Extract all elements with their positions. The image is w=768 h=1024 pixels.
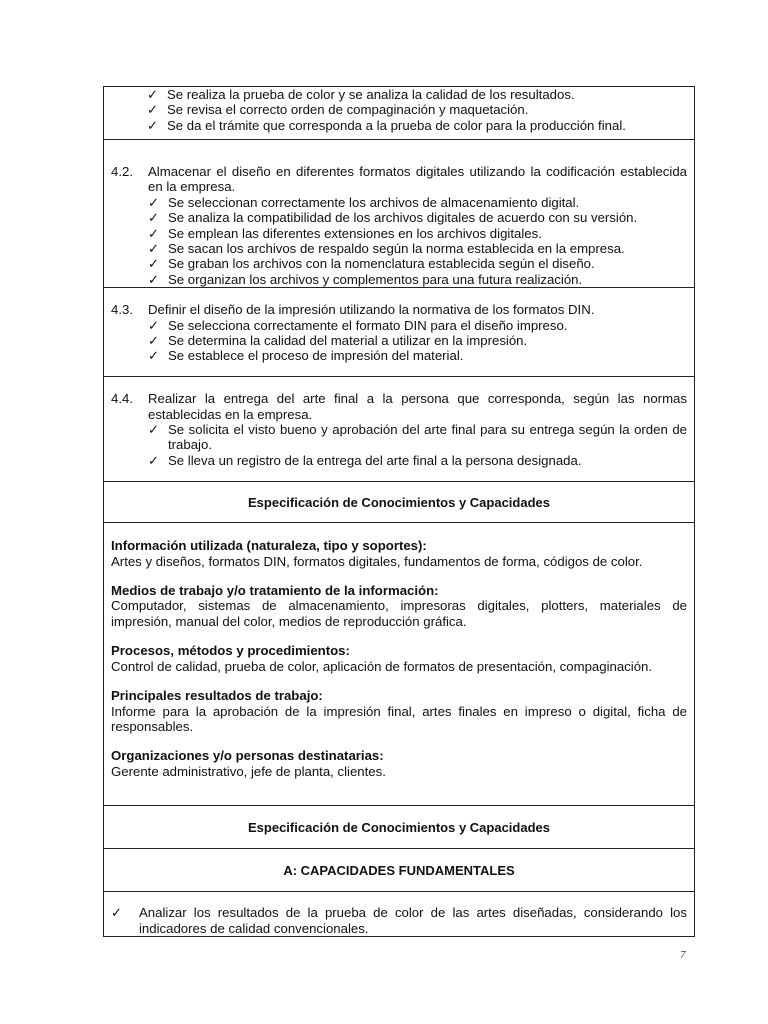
check-text: Se revisa el correcto orden de compaginación y maquetación. xyxy=(167,102,529,118)
cell-item-4-4 xyxy=(104,377,695,482)
info-text: Artes y diseños, formatos DIN, formatos digitales, fundamentos de forma, códigos de color. xyxy=(111,553,643,569)
check-item xyxy=(148,422,687,453)
cell-info xyxy=(104,523,695,806)
checkmark-icon: ✓ xyxy=(147,102,159,118)
check-item xyxy=(148,333,687,348)
checkmark-icon: ✓ xyxy=(148,241,160,257)
info-block xyxy=(111,643,687,674)
checkmark-icon: ✓ xyxy=(148,348,160,364)
item-number: 4.4. xyxy=(111,391,133,407)
check-text: Se da el trámite que corresponda a la prueba de color para la producción final. xyxy=(167,117,626,133)
capacity-text: Analizar los resultados de la prueba de color de las artes diseñadas, considerando los indicadores de calidad convencionales. xyxy=(139,905,687,936)
checkmark-icon: ✓ xyxy=(147,87,159,102)
row-item-4-3 xyxy=(104,288,695,377)
check-item xyxy=(148,241,687,256)
capacity-item xyxy=(111,892,687,936)
check-item xyxy=(148,318,687,333)
item-check-list xyxy=(148,195,687,287)
item-title: Almacenar el diseño en diferentes formatos digitales utilizando la codificación establecida en la empresa. xyxy=(148,164,687,195)
item-check-list xyxy=(148,318,687,364)
capacities-heading: A: CAPACIDADES FUNDAMENTALES xyxy=(104,849,695,892)
checkmark-icon: ✓ xyxy=(148,225,160,241)
checkmark-icon: ✓ xyxy=(148,452,160,468)
checkmark-icon: ✓ xyxy=(148,256,160,272)
info-block xyxy=(111,688,687,734)
cell-item-4-2 xyxy=(104,140,695,288)
checkmark-icon: ✓ xyxy=(148,194,160,210)
check-text: Se organizan los archivos y complementos para una futura realización. xyxy=(168,271,583,287)
check-item xyxy=(148,453,687,468)
item-header xyxy=(111,391,687,468)
check-text: Se analiza la compatibilidad de los archivos digitales de acuerdo con su versión. xyxy=(168,210,638,226)
check-text: Se selecciona correctamente el formato DIN para el diseño impreso. xyxy=(168,317,568,333)
item-title: Realizar la entrega del arte final a la persona que corresponda, según las normas establecidas en la empresa. xyxy=(148,391,687,422)
checkmark-icon: ✓ xyxy=(148,210,160,226)
check-item xyxy=(148,195,687,210)
cell-capacity xyxy=(104,892,695,937)
check-text: Se sacan los archivos de respaldo según la norma establecida en la empresa. xyxy=(168,241,625,257)
cell-top-checks xyxy=(104,87,695,140)
info-text: Control de calidad, prueba de color, aplicación de formatos de presentación, compaginación. xyxy=(111,658,653,674)
checkmark-icon: ✓ xyxy=(148,422,160,438)
check-text: Se solicita el visto bueno y aprobación del arte final para su entrega según la orden de trabajo. xyxy=(168,422,687,453)
row-heading-2 xyxy=(104,806,695,849)
row-info xyxy=(104,523,695,806)
row-heading-3 xyxy=(104,849,695,892)
item-check-list xyxy=(148,422,687,468)
info-label: Información utilizada (naturaleza, tipo y soportes): xyxy=(111,538,427,554)
item-header xyxy=(111,164,687,287)
info-block xyxy=(111,538,687,569)
row-item-4-2 xyxy=(104,140,695,288)
row-item-4-4 xyxy=(104,377,695,482)
check-item xyxy=(148,210,687,225)
check-text: Se seleccionan correctamente los archivos de almacenamiento digital. xyxy=(168,194,580,210)
info-block xyxy=(111,583,687,629)
info-text: Informe para la aprobación de la impresión final, artes finales en impreso o digital, ficha de responsables. xyxy=(111,703,687,734)
info-label: Procesos, métodos y procedimientos: xyxy=(111,643,350,659)
section-heading: Especificación de Conocimientos y Capacidades xyxy=(104,482,695,523)
check-text: Se lleva un registro de la entrega del arte final a la persona designada. xyxy=(168,452,582,468)
info-block xyxy=(111,748,687,779)
check-item xyxy=(147,118,687,133)
info-text: Gerente administrativo, jefe de planta, clientes. xyxy=(111,763,386,779)
competency-table xyxy=(103,86,695,937)
info-label: Organizaciones y/o personas destinatarias: xyxy=(111,748,384,764)
item-header xyxy=(111,302,687,364)
row-top-checks xyxy=(104,87,695,140)
item-number: 4.3. xyxy=(111,302,133,318)
cell-item-4-3 xyxy=(104,288,695,377)
section-heading: Especificación de Conocimientos y Capacidades xyxy=(104,806,695,849)
item-title: Definir el diseño de la impresión utilizando la normativa de los formatos DIN. xyxy=(148,302,595,318)
check-item xyxy=(147,87,687,102)
check-text: Se determina la calidad del material a utilizar en la impresión. xyxy=(168,333,528,349)
check-item xyxy=(148,256,687,271)
check-text: Se emplean las diferentes extensiones en los archivos digitales. xyxy=(168,225,542,241)
checkmark-icon: ✓ xyxy=(111,905,123,921)
checkmark-icon: ✓ xyxy=(148,333,160,349)
check-item xyxy=(147,102,687,117)
check-item xyxy=(148,272,687,287)
check-text: Se graban los archivos con la nomenclatura establecida según el diseño. xyxy=(168,256,595,272)
checkmark-icon: ✓ xyxy=(147,117,159,133)
top-check-list xyxy=(147,87,687,133)
checkmark-icon: ✓ xyxy=(148,271,160,287)
info-label: Principales resultados de trabajo: xyxy=(111,688,323,704)
check-item xyxy=(148,226,687,241)
page-number: 7 xyxy=(680,949,686,961)
checkmark-icon: ✓ xyxy=(148,317,160,333)
row-capacity xyxy=(104,892,695,937)
info-text: Computador, sistemas de almacenamiento, impresoras digitales, plotters, materiales de impresión, manual del color, medios de reproducción gráfica. xyxy=(111,598,687,629)
item-number: 4.2. xyxy=(111,164,133,179)
check-text: Se realiza la prueba de color y se analiza la calidad de los resultados. xyxy=(167,87,575,102)
check-text: Se establece el proceso de impresión del material. xyxy=(168,348,464,364)
info-label: Medios de trabajo y/o tratamiento de la información: xyxy=(111,583,439,599)
row-heading-1 xyxy=(104,482,695,523)
check-item xyxy=(148,348,687,363)
